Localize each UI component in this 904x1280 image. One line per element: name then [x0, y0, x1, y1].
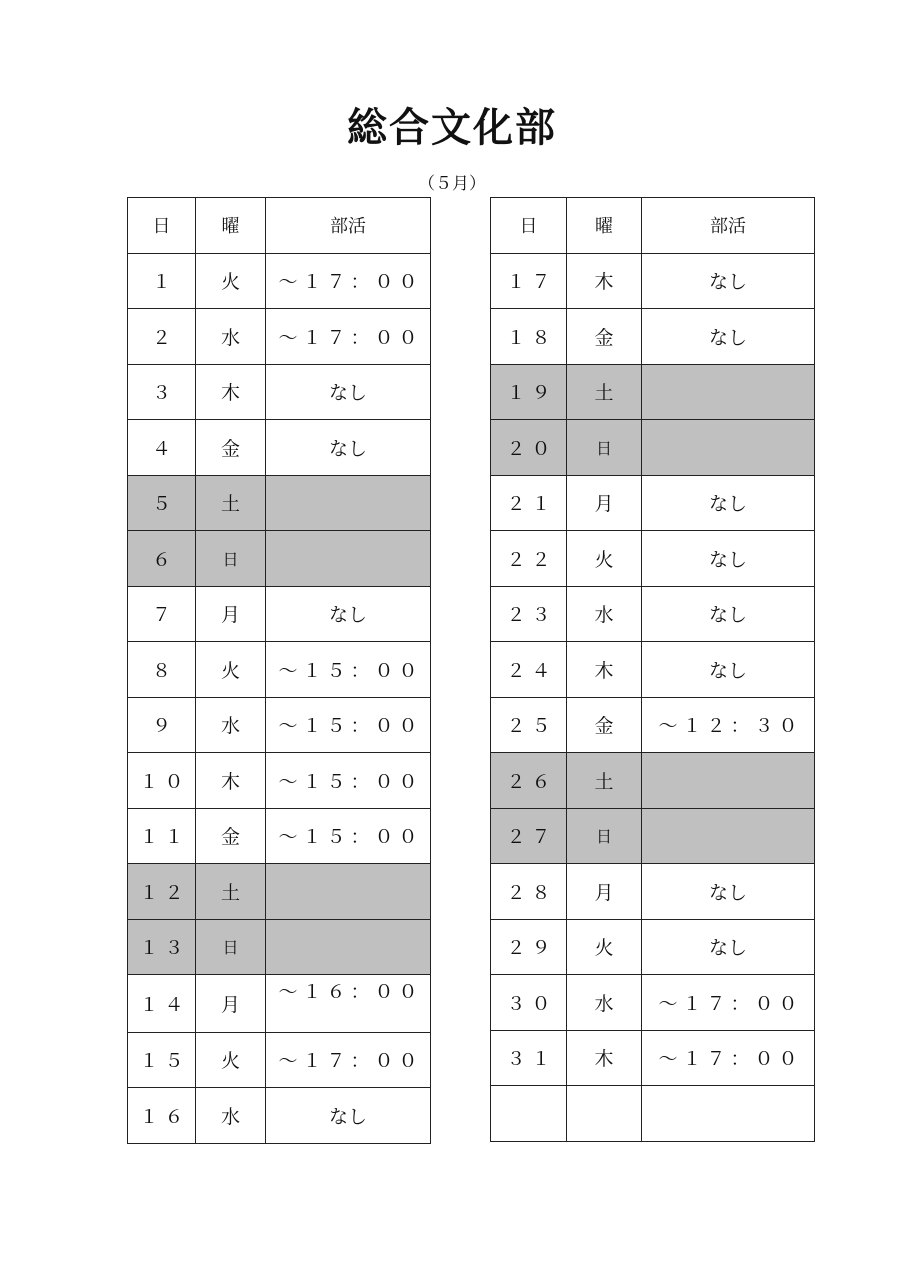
- table-row: [491, 420, 815, 476]
- activity-cell: ～１７：００: [266, 309, 431, 365]
- activity-cell: ～１５：００: [266, 642, 431, 698]
- table-row: [128, 1088, 431, 1144]
- day-cell: ２: [128, 309, 196, 365]
- table-row: [128, 309, 431, 365]
- weekday-cell: 火: [196, 1032, 266, 1088]
- day-cell: １４: [128, 975, 196, 1033]
- table-row: [491, 753, 815, 809]
- activity-cell: なし: [642, 253, 815, 309]
- table-row: [491, 475, 815, 531]
- table-row: [491, 364, 815, 420]
- day-cell: ２６: [491, 753, 567, 809]
- day-cell: １７: [491, 253, 567, 309]
- activity-cell: [642, 364, 815, 420]
- weekday-cell: 日: [196, 531, 266, 587]
- activity-cell: なし: [642, 531, 815, 587]
- activity-cell: なし: [266, 1088, 431, 1144]
- day-cell: [491, 1086, 567, 1142]
- table-row: [128, 919, 431, 975]
- weekday-cell: 火: [196, 253, 266, 309]
- header-weekday: 曜: [196, 198, 266, 254]
- activity-cell: [266, 475, 431, 531]
- day-cell: １１: [128, 808, 196, 864]
- table-row: [491, 864, 815, 920]
- table-row: [491, 586, 815, 642]
- weekday-cell: 金: [196, 420, 266, 476]
- schedule-table-left: [127, 197, 431, 1144]
- activity-cell: [642, 808, 815, 864]
- weekday-cell: 土: [567, 753, 642, 809]
- day-cell: ２５: [491, 697, 567, 753]
- day-cell: ７: [128, 586, 196, 642]
- activity-cell: ～１７：００: [642, 975, 815, 1031]
- weekday-cell: 土: [196, 864, 266, 920]
- activity-cell: なし: [266, 586, 431, 642]
- header-day: 日: [491, 198, 567, 254]
- activity-cell: ～１７：００: [266, 253, 431, 309]
- weekday-cell: 日: [567, 808, 642, 864]
- activity-cell: なし: [266, 420, 431, 476]
- weekday-cell: 火: [567, 919, 642, 975]
- table-row: [491, 697, 815, 753]
- day-cell: ２０: [491, 420, 567, 476]
- day-cell: １３: [128, 919, 196, 975]
- day-cell: ５: [128, 475, 196, 531]
- weekday-cell: [567, 1086, 642, 1142]
- weekday-cell: 水: [567, 586, 642, 642]
- activity-cell: なし: [642, 919, 815, 975]
- day-cell: １８: [491, 309, 567, 365]
- day-cell: １５: [128, 1032, 196, 1088]
- weekday-cell: 月: [567, 475, 642, 531]
- activity-cell: なし: [642, 475, 815, 531]
- day-cell: ２９: [491, 919, 567, 975]
- day-cell: ９: [128, 697, 196, 753]
- activity-cell: [266, 919, 431, 975]
- activity-cell: [642, 753, 815, 809]
- table-row: [128, 253, 431, 309]
- day-cell: ３０: [491, 975, 567, 1031]
- weekday-cell: 水: [196, 1088, 266, 1144]
- weekday-cell: 月: [196, 975, 266, 1033]
- weekday-cell: 月: [567, 864, 642, 920]
- weekday-cell: 金: [196, 808, 266, 864]
- table-row: [128, 475, 431, 531]
- day-cell: ４: [128, 420, 196, 476]
- table-row: [491, 975, 815, 1031]
- table-row: [128, 364, 431, 420]
- activity-cell: なし: [642, 586, 815, 642]
- table-row: [128, 808, 431, 864]
- weekday-cell: 日: [196, 919, 266, 975]
- schedule-body-left: [128, 253, 431, 1143]
- activity-cell: [266, 531, 431, 587]
- table-row: [491, 642, 815, 698]
- day-cell: ２８: [491, 864, 567, 920]
- header-day: 日: [128, 198, 196, 254]
- table-row: [128, 586, 431, 642]
- schedule-body-right: [491, 253, 815, 1141]
- table-row: [128, 531, 431, 587]
- table-row: [491, 1030, 815, 1086]
- day-cell: ２２: [491, 531, 567, 587]
- weekday-cell: 火: [567, 531, 642, 587]
- table-row: [128, 642, 431, 698]
- header-weekday: 曜: [567, 198, 642, 254]
- table-row: [128, 420, 431, 476]
- activity-cell: ～１７：００: [642, 1030, 815, 1086]
- day-cell: ２７: [491, 808, 567, 864]
- day-cell: ６: [128, 531, 196, 587]
- table-row: [128, 864, 431, 920]
- page-title: 総合文化部: [347, 104, 557, 151]
- activity-cell: ～１５：００: [266, 753, 431, 809]
- weekday-cell: 日: [567, 420, 642, 476]
- weekday-cell: 木: [567, 253, 642, 309]
- schedule-table-right: [490, 197, 815, 1142]
- day-cell: １９: [491, 364, 567, 420]
- day-cell: ２１: [491, 475, 567, 531]
- weekday-cell: 土: [196, 475, 266, 531]
- activity-cell: なし: [642, 309, 815, 365]
- weekday-cell: 水: [196, 309, 266, 365]
- table-row: [128, 975, 431, 1033]
- weekday-cell: 水: [567, 975, 642, 1031]
- table-row: [128, 753, 431, 809]
- header-row: [491, 198, 815, 254]
- activity-cell: ～１２：３０: [642, 697, 815, 753]
- table-row: [128, 697, 431, 753]
- weekday-cell: 木: [567, 1030, 642, 1086]
- activity-cell: ～１５：００: [266, 808, 431, 864]
- day-cell: １: [128, 253, 196, 309]
- table-row: [491, 1086, 815, 1142]
- header-row: [128, 198, 431, 254]
- day-cell: １０: [128, 753, 196, 809]
- weekday-cell: 月: [196, 586, 266, 642]
- header-activity: 部活: [266, 198, 431, 254]
- weekday-cell: 金: [567, 309, 642, 365]
- day-cell: ３１: [491, 1030, 567, 1086]
- day-cell: １２: [128, 864, 196, 920]
- activity-cell: [642, 420, 815, 476]
- weekday-cell: 木: [196, 364, 266, 420]
- activity-cell: ～１５：００: [266, 697, 431, 753]
- day-cell: ８: [128, 642, 196, 698]
- table-row: [491, 919, 815, 975]
- table-row: [128, 1032, 431, 1088]
- weekday-cell: 土: [567, 364, 642, 420]
- activity-cell: ～１６：００: [266, 975, 431, 1033]
- weekday-cell: 火: [196, 642, 266, 698]
- header-activity: 部活: [642, 198, 815, 254]
- activity-cell: なし: [642, 642, 815, 698]
- month-label: （５月）: [418, 174, 486, 194]
- activity-cell: なし: [642, 864, 815, 920]
- day-cell: ２４: [491, 642, 567, 698]
- weekday-cell: 水: [196, 697, 266, 753]
- table-row: [491, 808, 815, 864]
- table-row: [491, 531, 815, 587]
- weekday-cell: 木: [567, 642, 642, 698]
- activity-cell: なし: [266, 364, 431, 420]
- activity-cell: [266, 864, 431, 920]
- day-cell: １６: [128, 1088, 196, 1144]
- table-row: [491, 309, 815, 365]
- weekday-cell: 金: [567, 697, 642, 753]
- day-cell: ３: [128, 364, 196, 420]
- weekday-cell: 木: [196, 753, 266, 809]
- table-row: [491, 253, 815, 309]
- day-cell: ２３: [491, 586, 567, 642]
- activity-cell: ～１７：００: [266, 1032, 431, 1088]
- activity-cell: [642, 1086, 815, 1142]
